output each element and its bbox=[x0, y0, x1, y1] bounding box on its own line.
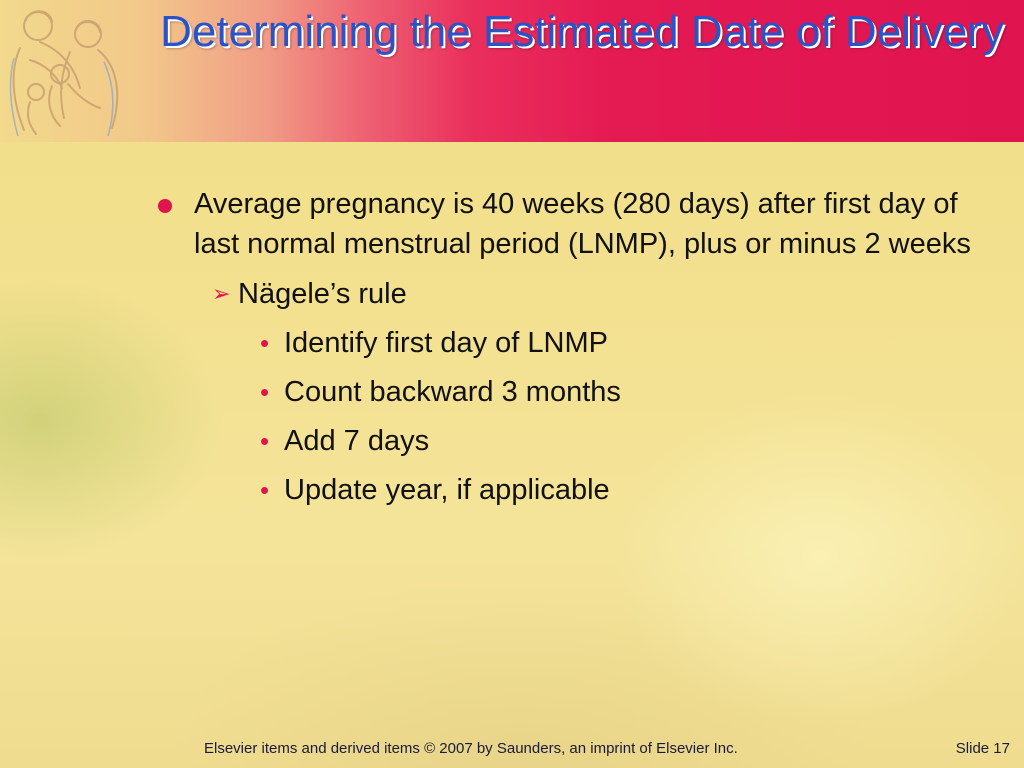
copyright-text: Elsevier items and derived items © 2007 by Saunders, an imprint of Elsevier Inc. bbox=[204, 740, 738, 757]
step-text: Count backward 3 months bbox=[284, 376, 621, 408]
step-item bbox=[150, 323, 1000, 363]
slide-number: Slide 17 bbox=[955, 740, 1010, 757]
title-banner bbox=[0, 0, 1024, 142]
step-item bbox=[150, 421, 1000, 461]
small-dot-icon: • bbox=[260, 426, 270, 456]
arrow-right-icon: ➢ bbox=[212, 281, 231, 306]
round-dot-icon bbox=[158, 199, 172, 213]
slide-title: Determining the Estimated Date of Delivery bbox=[160, 7, 1004, 56]
slide-body bbox=[150, 184, 1000, 510]
small-dot-icon: • bbox=[260, 328, 270, 358]
main-bullet bbox=[150, 184, 1000, 264]
step-item bbox=[150, 470, 1000, 510]
step-text: Identify first day of LNMP bbox=[284, 327, 608, 359]
small-dot-icon: • bbox=[260, 377, 270, 407]
step-item bbox=[150, 372, 1000, 412]
sub-bullet bbox=[150, 274, 1000, 314]
main-bullet-text: Average pregnancy is 40 weeks (280 days) after first day of last normal menstrual period (LNMP), plus or minus 2 weeks bbox=[194, 188, 971, 260]
step-text: Add 7 days bbox=[284, 425, 430, 457]
sub-bullet-text: Nägele’s rule bbox=[238, 278, 407, 310]
step-text: Update year, if applicable bbox=[284, 474, 610, 506]
family-illustration-icon bbox=[0, 0, 140, 142]
small-dot-icon: • bbox=[260, 475, 270, 505]
